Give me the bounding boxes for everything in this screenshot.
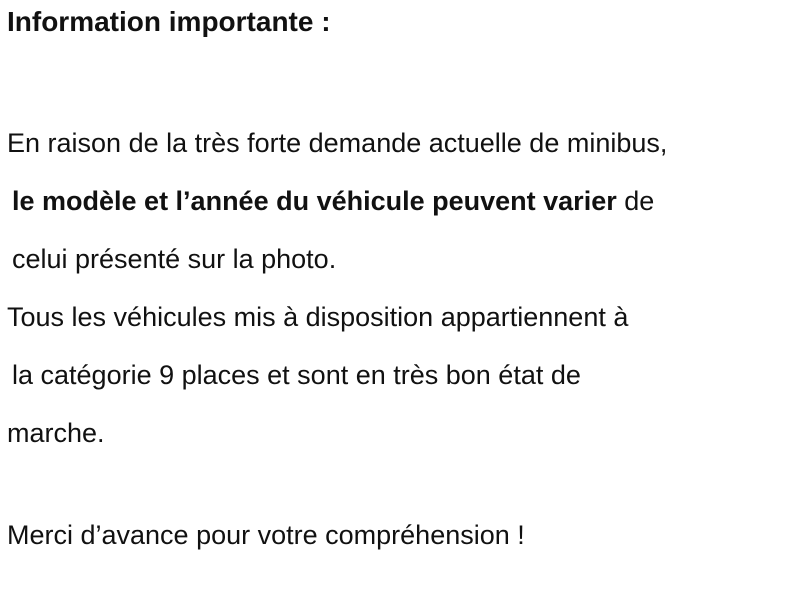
notice-line-2-emphasis: le modèle et l’année du véhicule peuvent varier [12,186,617,216]
notice-line-1: En raison de la très forte demande actuelle de minibus, [7,128,668,158]
notice-line-6: marche. [7,418,105,448]
notice-line-5: la catégorie 9 places et sont en très bon état de [12,360,581,390]
notice-closing: Merci d’avance pour votre compréhension ! [7,520,525,550]
notice-title: Information importante : [7,6,331,37]
notice-line-2 [12,185,654,217]
notice-line-2-rest: de [616,186,655,216]
notice-line-4: Tous les véhicules mis à disposition appartiennent à [7,302,629,332]
notice-line-3: celui présenté sur la photo. [12,244,337,274]
